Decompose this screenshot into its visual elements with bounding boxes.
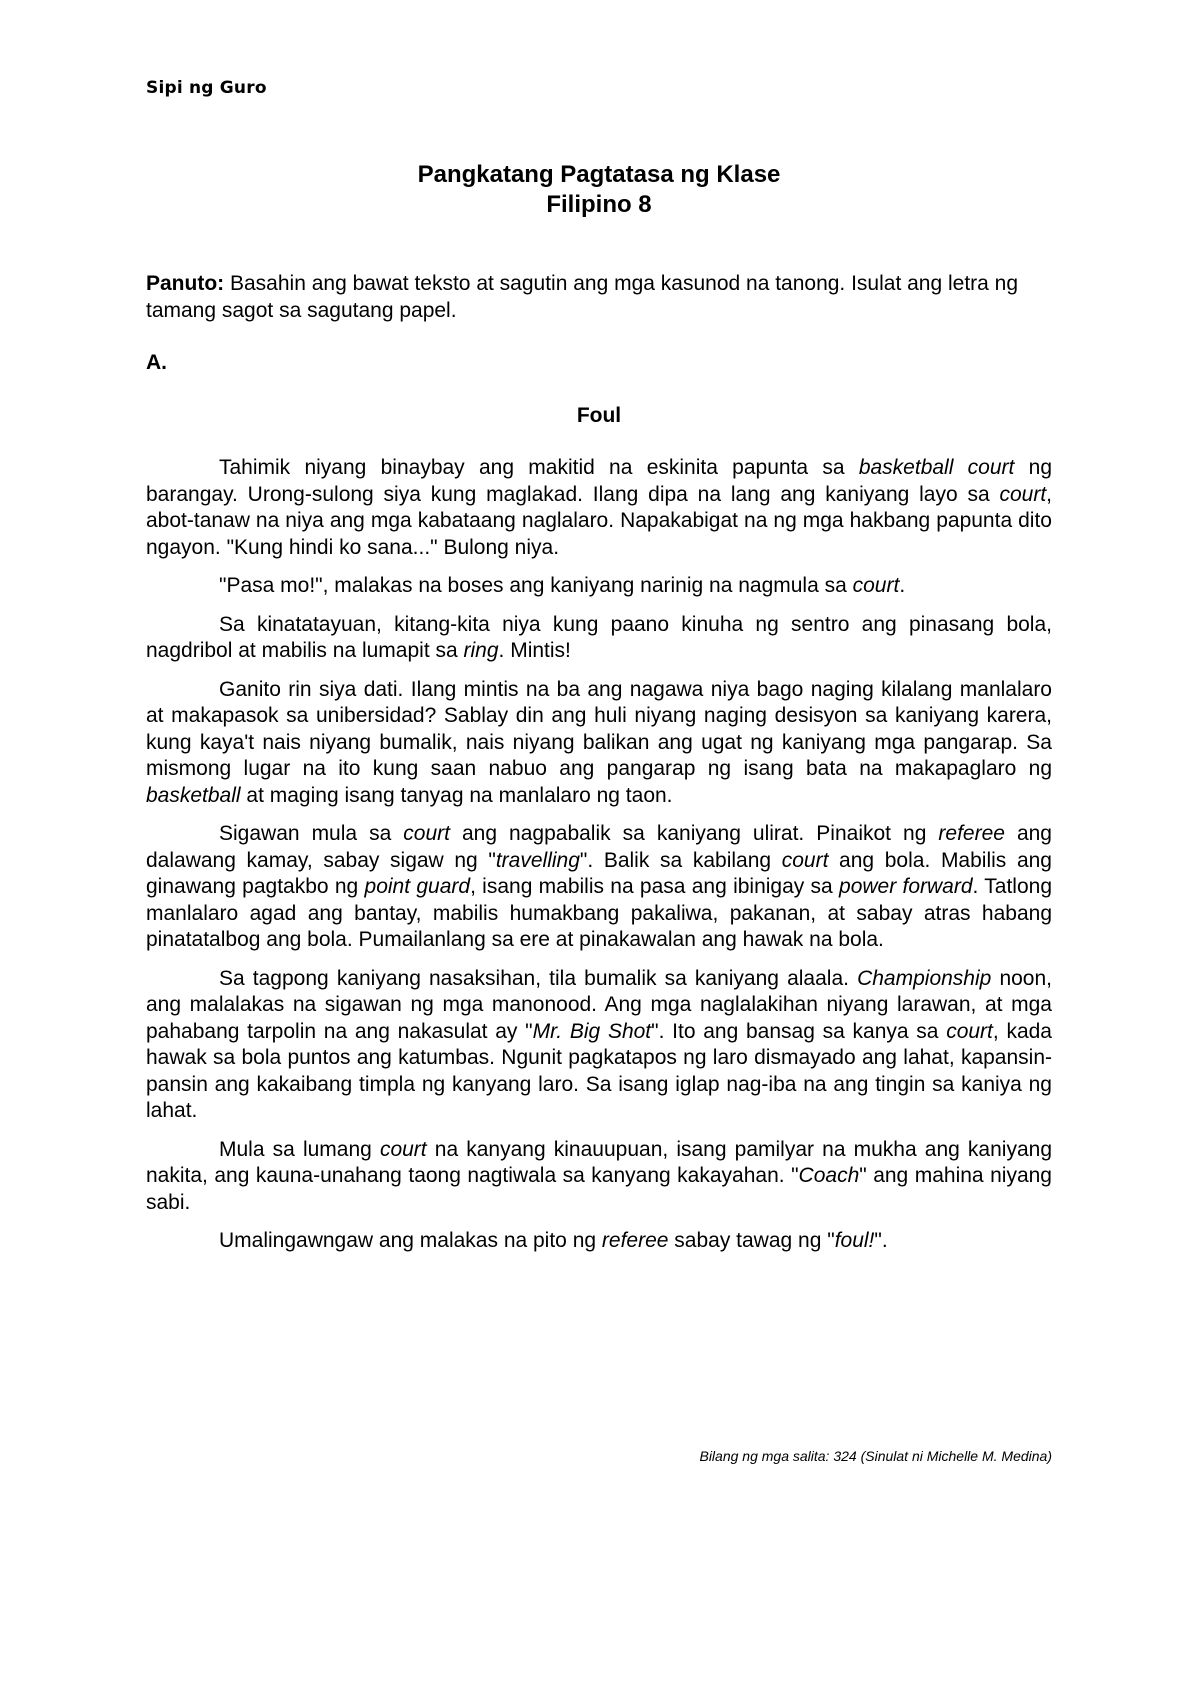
- text-run: Sigawan mula sa: [219, 822, 404, 845]
- instructions-text: Basahin ang bawat teksto at sagutin ang mga kasunod na tanong. Isulat ang letra ng tamang sagot sa sagutang papel.: [146, 272, 1019, 322]
- text-run: ". Ito ang bansag sa kanya sa: [651, 1019, 947, 1043]
- title-block: [146, 160, 1052, 220]
- text-run: , kada hawak sa bola puntos ang katumbas. Ngunit pagkatapos ng laro dismayado ang lahat, kapansin-pansin ang kakaibang timpla ng kanyang laro. Sa isang iglap nag-iba na ang tingin sa kaniya ng lahat.: [146, 1019, 1052, 1122]
- text-run: ng barangay. Urong-sulong siya kung maglakad. Ilang dipa na lang ang kaniyang layo sa: [146, 456, 1052, 506]
- text-run: sabay tawag ng ": [668, 1229, 835, 1252]
- text-run: , abot-tanaw na niya ang mga kabataang naglalaro. Napakabigat na ng mga hakbang papunta dito ngayon. "Kung hindi ko sana..." Bulong niya.: [146, 482, 1052, 559]
- text-run: ". Balik sa kabilang: [579, 848, 782, 872]
- text-run: na kanyang kinauupuan, isang pamilyar na mukha ang kaniyang nakita, ang kauna-unahang taong nagtiwala sa kanyang kakayahan. ": [146, 1137, 1052, 1187]
- story-paragraph-1: [146, 455, 1052, 561]
- text-run: ang nagpabalik sa kaniyang ulirat. Pinaikot ng: [449, 822, 939, 845]
- text-run: Umalingawngaw ang malakas na pito ng: [219, 1229, 602, 1252]
- text-run: .: [899, 574, 906, 597]
- italic-run: court: [403, 822, 450, 845]
- italic-run: Coach: [798, 1164, 860, 1187]
- header-label: Sipi ng Guro: [146, 78, 267, 98]
- italic-run: foul!: [834, 1229, 875, 1252]
- story-paragraph-4: [146, 677, 1052, 810]
- italic-run: court: [852, 574, 900, 597]
- document-subtitle: Filipino 8: [546, 191, 652, 218]
- text-run: Mula sa lumang: [219, 1137, 380, 1161]
- italic-run: court: [781, 848, 829, 872]
- italic-run: point guard: [364, 875, 471, 898]
- text-run: , isang mabilis na pasa ang ibinigay sa: [470, 875, 840, 898]
- text-run: Sa tagpong kaniyang nasaksihan, tila bumalik sa kaniyang alaala.: [219, 966, 858, 990]
- italic-run: referee: [601, 1229, 669, 1252]
- text-run: ang bola. Mabilis ang ginawang pagtakbo ng: [146, 848, 1052, 898]
- italic-run: power forward: [839, 875, 973, 898]
- italic-run: basketball: [146, 783, 241, 807]
- italic-run: ring: [463, 639, 499, 662]
- italic-run: court: [999, 482, 1047, 506]
- text-run: "Pasa mo!", malakas na boses ang kaniyang narinig na nagmula sa: [219, 574, 853, 597]
- document-content: [146, 271, 1052, 1267]
- document-title: Pangkatang Pagtatasa ng Klase: [417, 161, 781, 188]
- word-count-note: Bilang ng mga salita: 324 (Sinulat ni Michelle M. Medina): [699, 1448, 1052, 1464]
- italic-run: basketball court: [858, 456, 1015, 479]
- section-label: A.: [146, 351, 167, 374]
- text-run: ".: [874, 1229, 888, 1252]
- italic-run: referee: [938, 822, 1005, 845]
- story-paragraph-6: [146, 966, 1052, 1125]
- story-paragraph-7: [146, 1137, 1052, 1217]
- italic-run: court: [379, 1137, 427, 1161]
- text-run: " ang mahina niyang sabi.: [146, 1164, 1052, 1214]
- story-paragraph-2: [146, 573, 1052, 600]
- italic-run: court: [946, 1019, 993, 1043]
- text-run: at maging isang tanyag na manlalaro ng taon.: [240, 783, 673, 807]
- italic-run: travelling: [495, 848, 580, 872]
- text-run: Sa kinatatayuan, kitang-kita niya kung paano kinuha ng sentro ang pinasang bola, nagdribol at mabilis na lumapit sa: [146, 612, 1052, 662]
- text-run: noon, ang malalakas na sigawan ng mga manonood. Ang mga naglalakihan niyang larawan, at mga pahabang tarpolin na ang nakasulat ay ": [146, 966, 1052, 1043]
- italic-run: Mr. Big Shot: [532, 1019, 652, 1043]
- text-run: ang dalawang kamay, sabay sigaw ng ": [146, 822, 1052, 872]
- story-paragraph-8: [146, 1228, 1052, 1255]
- text-run: . Mintis!: [498, 639, 571, 662]
- instructions: [146, 271, 1052, 324]
- text-run: Ganito rin siya dati. Ilang mintis na ba ang nagawa niya bago naging kilalang manlalaro at makapasok sa unibersidad? Sablay din ang huli niyang naging desisyon sa kaniyang karera, kung kaya't nais niyang bumalik, nais niyang balikan ang ugat ng kaniyang mga pangarap. Sa mismong lugar na ito kung saan nabuo ang pangarap ng isang bata na makapaglaro ng: [146, 677, 1052, 780]
- italic-run: Championship: [857, 966, 992, 990]
- story-paragraph-5: [146, 821, 1052, 954]
- story-title: Foul: [576, 403, 622, 427]
- text-run: Tahimik niyang binaybay ang makitid na eskinita papunta sa: [219, 456, 859, 479]
- text-run: . Tatlong manlalaro agad ang bantay, mabilis humakbang pakaliwa, pakanan, at sabay atras habang pinatatalbog ang bola. Pumailanlang sa ere at pinakawalan ang hawak na bola.: [146, 875, 1052, 951]
- story-paragraph-3: [146, 612, 1052, 665]
- instructions-lead: Panuto:: [146, 272, 225, 295]
